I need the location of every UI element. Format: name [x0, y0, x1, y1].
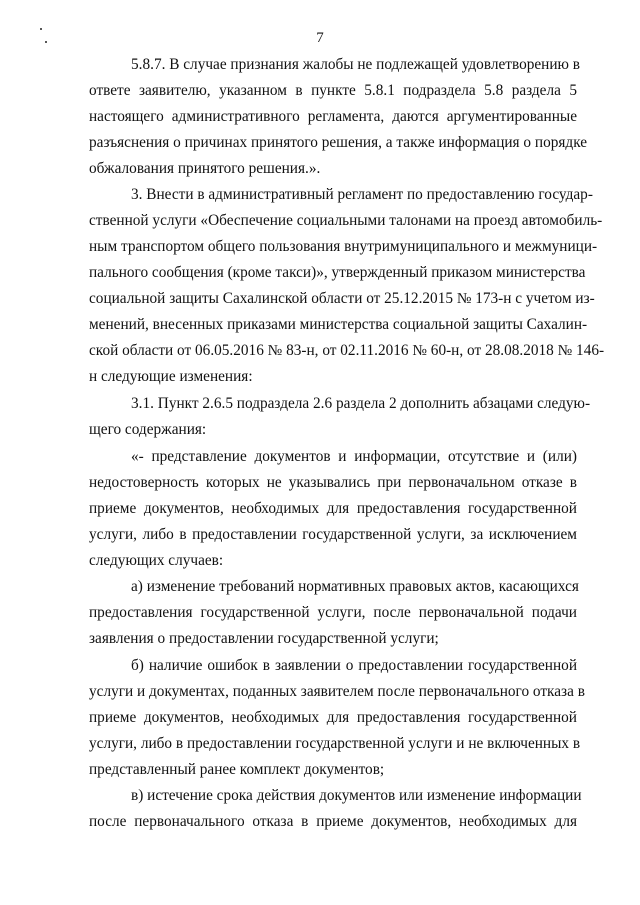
text-line: б) наличие ошибок в заявлении о предоставлении государственной [131, 657, 577, 674]
text-line: настоящего административного регламента, даются аргументированные [89, 108, 577, 125]
text-line: после первоначального отказа в приеме документов, необходимых для [89, 813, 577, 830]
text-line: 5.8.7. В случае признания жалобы не подлежащей удовлетворению в [131, 56, 581, 73]
text-line: услуги и документах, поданных заявителем после первоначального отказа в [89, 683, 585, 700]
text-line: услуги, либо в предоставлении государственной услуги и не включенных в [89, 735, 581, 752]
text-line: щего содержания: [89, 421, 207, 438]
text-line: обжалования принятого решения.». [89, 160, 321, 177]
text-line: предоставления государственной услуги, после первоначальной подачи [89, 604, 577, 621]
text-line: социальной защиты Сахалинской области от 25.12.2015 № 173-н с учетом из- [89, 290, 595, 307]
text-line: ской области от 06.05.2016 № 83-н, от 02.11.2016 № 60-н, от 28.08.2018 № 146- [89, 342, 605, 359]
text-line: заявления о предоставлении государственной услуги; [89, 630, 439, 647]
text-line: разъяснения о причинах принятого решения, а также информация о порядке [89, 134, 588, 151]
text-line: «- представление документов и информации, отсутствие и (или) [131, 448, 577, 465]
text-line: услуги, либо в предоставлении государственной услуги, за исключением [89, 526, 577, 543]
text-line: а) изменение требований нормативных правовых актов, касающихся [131, 578, 579, 595]
text-line: пального сообщения (кроме такси)», утвержденный приказом министерства [89, 264, 586, 281]
text-line: ответе заявителю, указанном в пункте 5.8.1 подраздела 5.8 раздела 5 [89, 82, 577, 99]
text-line: приеме документов, необходимых для предоставления государственной [89, 709, 577, 726]
text-line: следующих случаев: [89, 552, 224, 569]
text-line: недостоверность которых не указывались при первоначальном отказе в [89, 474, 577, 491]
text-line: в) истечение срока действия документов или изменение информации [131, 787, 582, 804]
text-line: менений, внесенных приказами министерства социальной защиты Сахалин- [89, 316, 588, 333]
text-line: 3. Внести в административный регламент по предоставлению государ- [131, 186, 593, 203]
text-line: н следующие изменения: [89, 368, 253, 385]
text-line: ственной услуги «Обеспечение социальными талонами на проезд автомобиль- [89, 212, 603, 229]
text-line: ным транспортом общего пользования внутримуниципального и межмуници- [89, 238, 598, 255]
text-line: 3.1. Пункт 2.6.5 подраздела 2.6 раздела 2 дополнить абзацами следую- [131, 395, 591, 412]
text-line: приеме документов, необходимых для предоставления государственной [89, 500, 577, 517]
page-number: 7 [316, 30, 324, 46]
text-line: представленный ранее комплект документов; [89, 761, 385, 778]
